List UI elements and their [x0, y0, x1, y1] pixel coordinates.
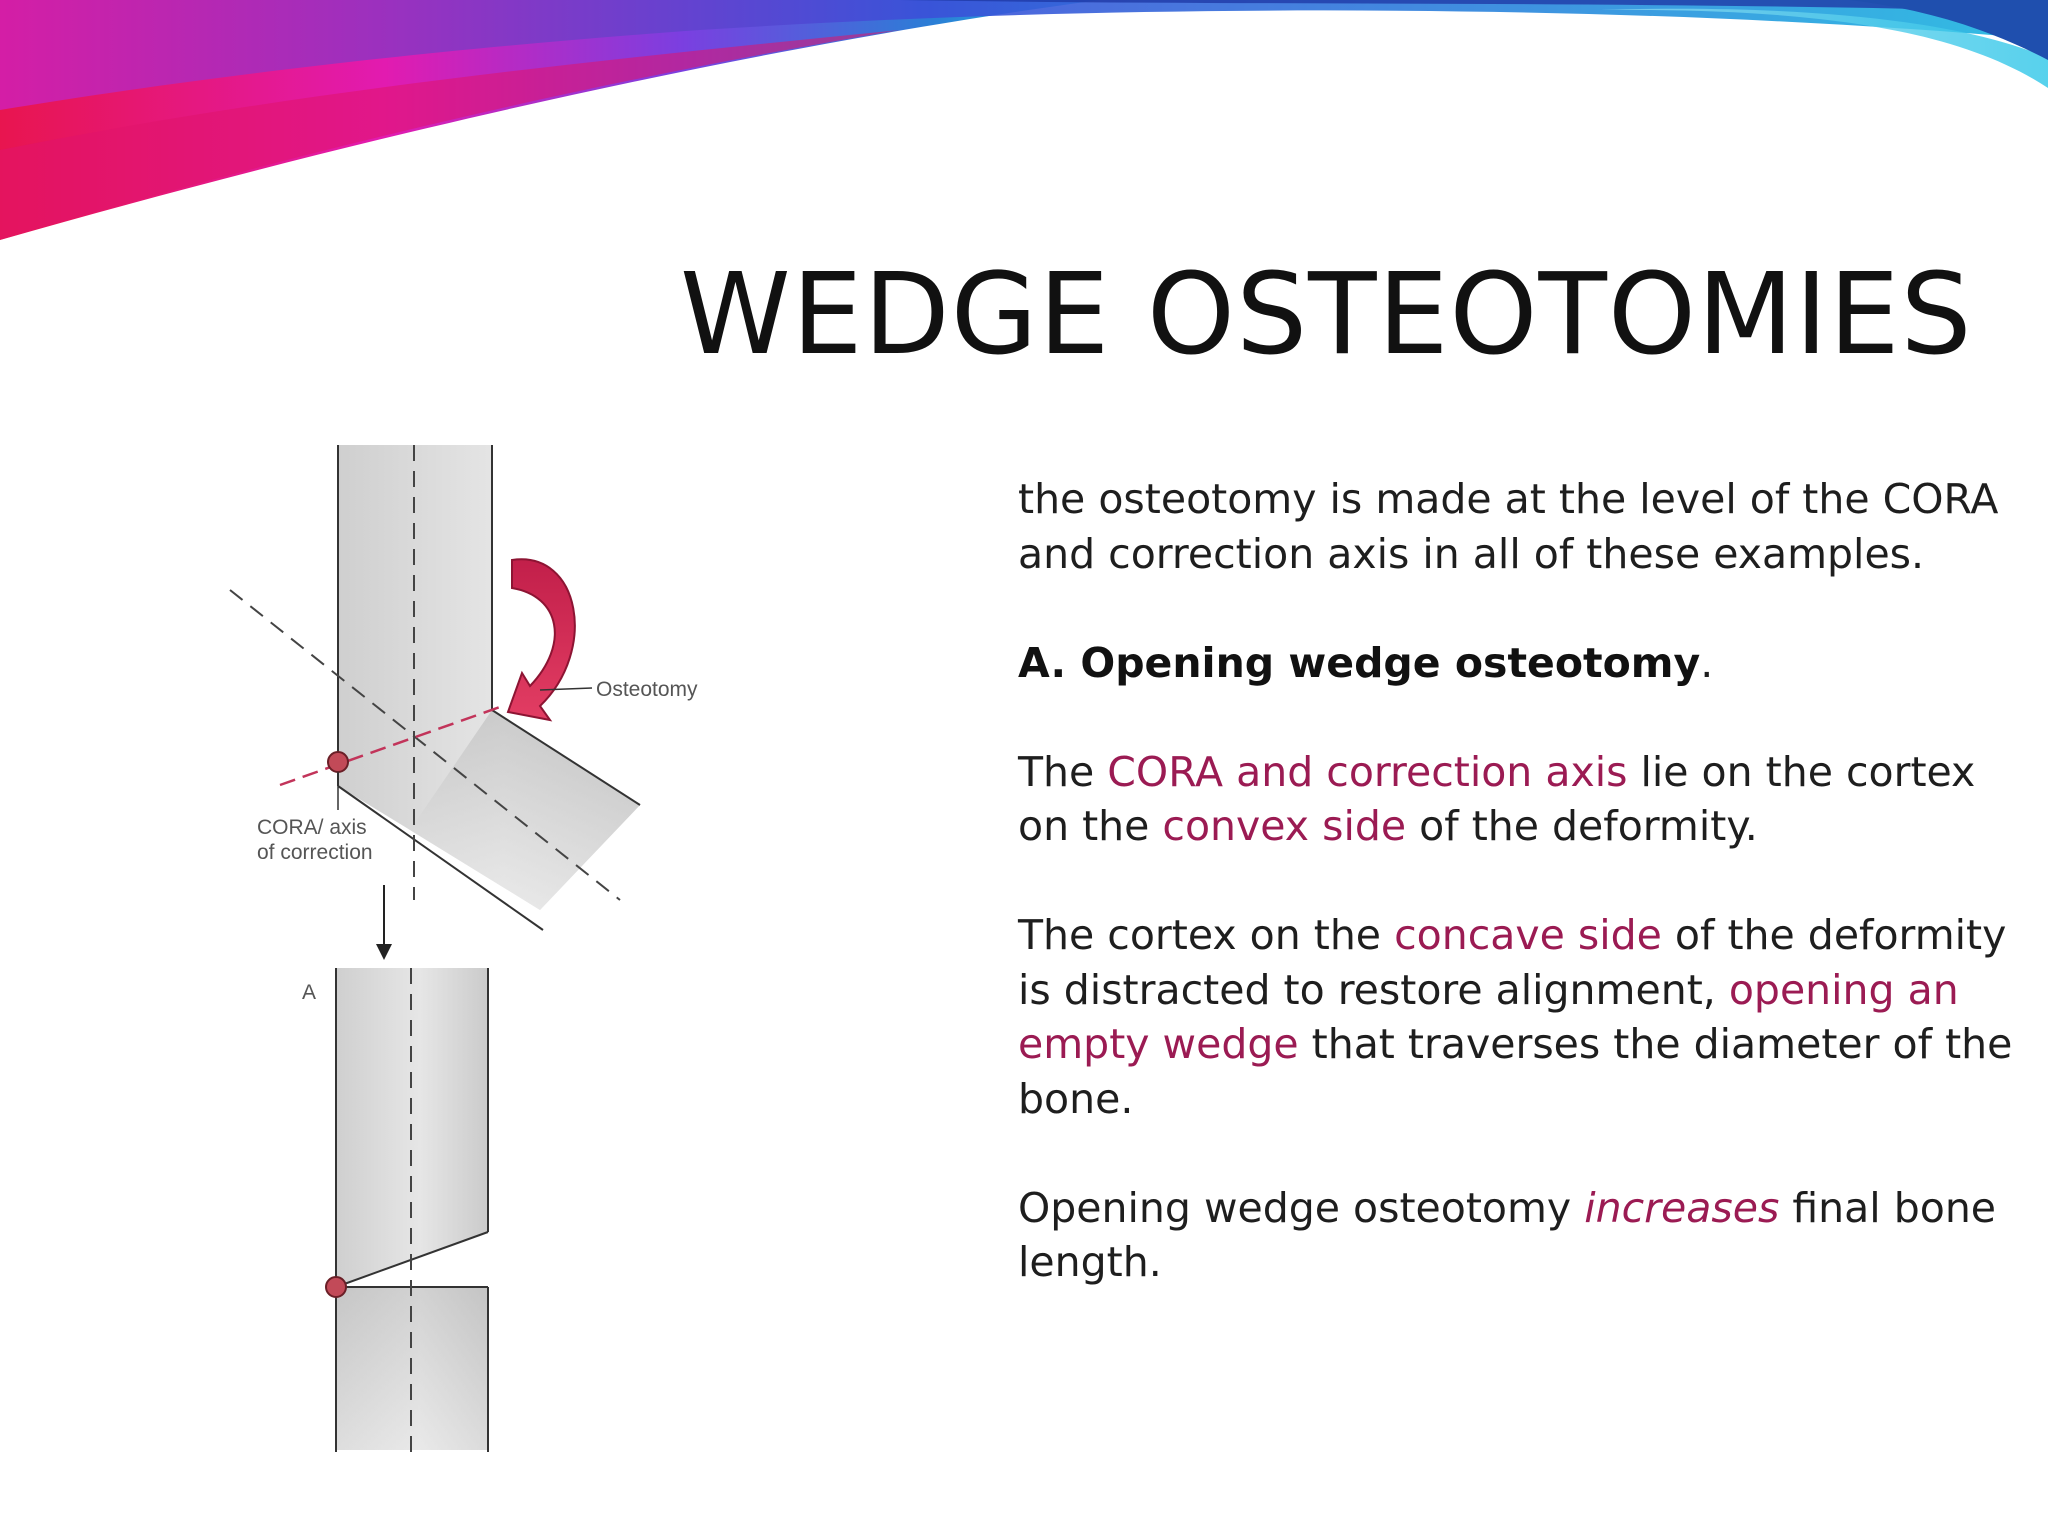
cora-label-line2: of correction [257, 841, 373, 864]
body-text [1018, 472, 2028, 1344]
rotation-arrow-icon [508, 559, 575, 720]
paragraph-heading: A. Opening wedge osteotomy. [1018, 638, 1714, 687]
paragraph-length: Opening wedge osteotomy increases final bone length. [1018, 1183, 1997, 1286]
paragraph-concave-side: The cortex on the concave side of the deformity is distracted to restore alignment, opening an empty wedge that traverses the diameter of the bone. [1018, 911, 2013, 1123]
osteotomy-label: Osteotomy [596, 678, 698, 701]
corrected-bone [326, 968, 488, 1452]
cora-point [328, 752, 348, 772]
decorative-ribbon [0, 0, 2048, 260]
osteotomy-diagram [200, 430, 760, 1520]
paragraph-cora-location: The CORA and correction axis lie on the cortex on the convex side of the deformity. [1018, 747, 1976, 850]
cora-point-corrected [326, 1277, 346, 1297]
cora-label-line1: CORA/ axis [257, 816, 367, 839]
paragraph-intro: the osteotomy is made at the level of the CORA and correction axis in all of these examples. [1018, 475, 1999, 578]
slide-title: WEDGE OSTEOTOMIES [680, 250, 1973, 380]
panel-label: A [302, 981, 317, 1004]
